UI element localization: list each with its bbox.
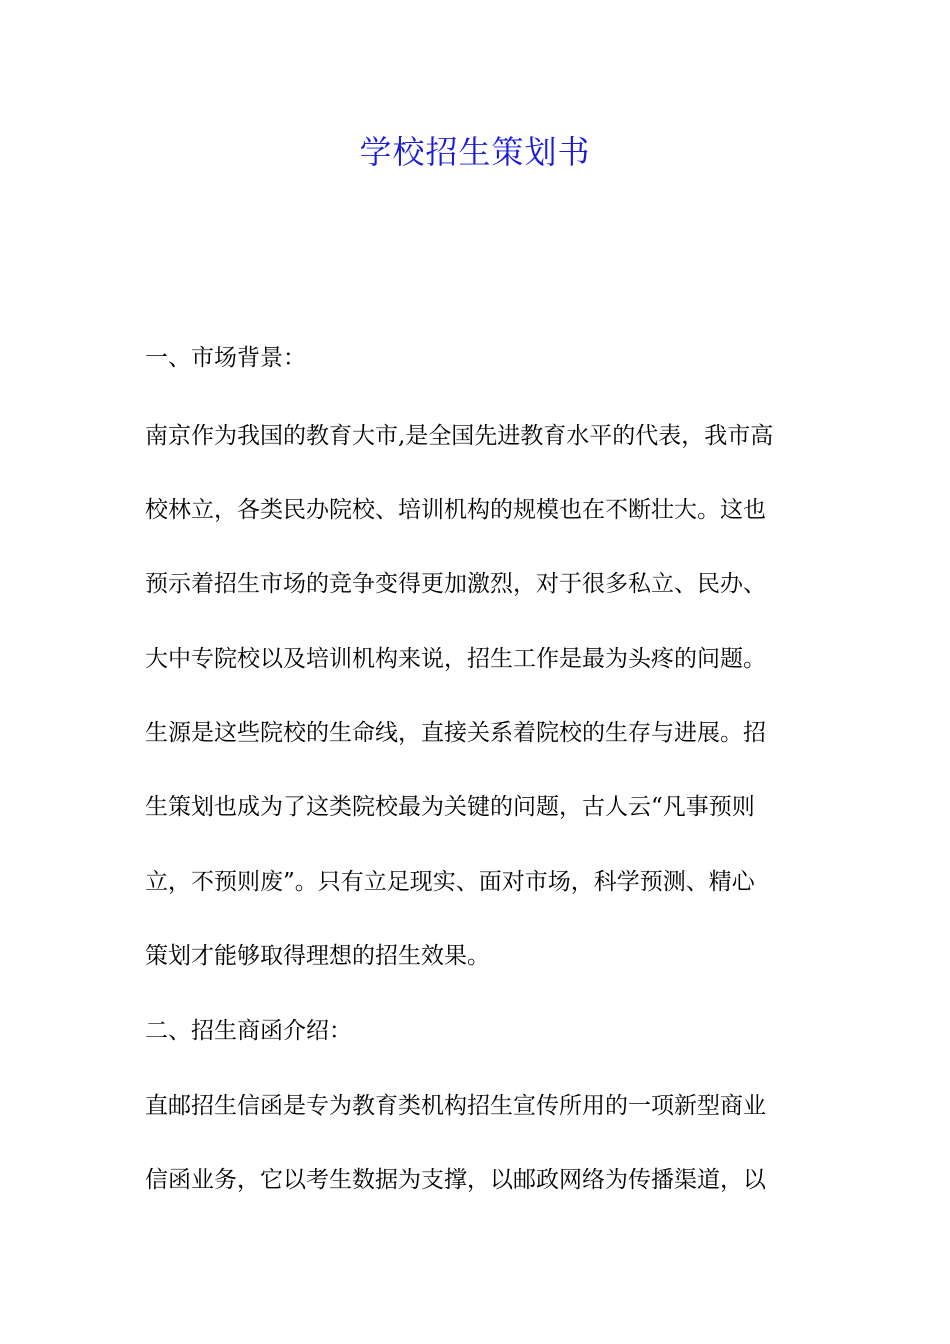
paragraph-line: 大中专院校以及培训机构来说，招生工作是最为头疼的问题。: [145, 646, 766, 672]
paragraph-line: 生源是这些院校的生命线，直接关系着院校的生存与进展。招: [145, 720, 766, 746]
paragraph-line: 信函业务，它以考生数据为支撑，以邮政网络为传播渠道，以: [145, 1167, 766, 1193]
section-heading-market-background: 一、市场背景：: [145, 345, 306, 371]
section-heading-brochure-intro: 二、招生商函介绍：: [145, 1018, 352, 1044]
paragraph-line: 立，不预则废”。只有立足现实、面对市场，科学预测、精心: [145, 869, 755, 895]
paragraph-line: 校林立，各类民办院校、培训机构的规模也在不断壮大。这也: [145, 497, 766, 523]
document-title: 学校招生策划书: [359, 133, 591, 171]
paragraph-line: 生策划也成为了这类院校最为关键的问题，古人云“凡事预则: [145, 794, 755, 820]
paragraph-line: 直邮招生信函是专为教育类机构招生宣传所用的一项新型商业: [145, 1093, 766, 1119]
paragraph-line: 南京作为我国的教育大市,是全国先进教育水平的代表，我市高: [145, 423, 774, 449]
paragraph-line: 策划才能够取得理想的招生效果。: [145, 943, 490, 969]
paragraph-line: 预示着招生市场的竞争变得更加激烈，对于很多私立、民办、: [145, 571, 766, 597]
